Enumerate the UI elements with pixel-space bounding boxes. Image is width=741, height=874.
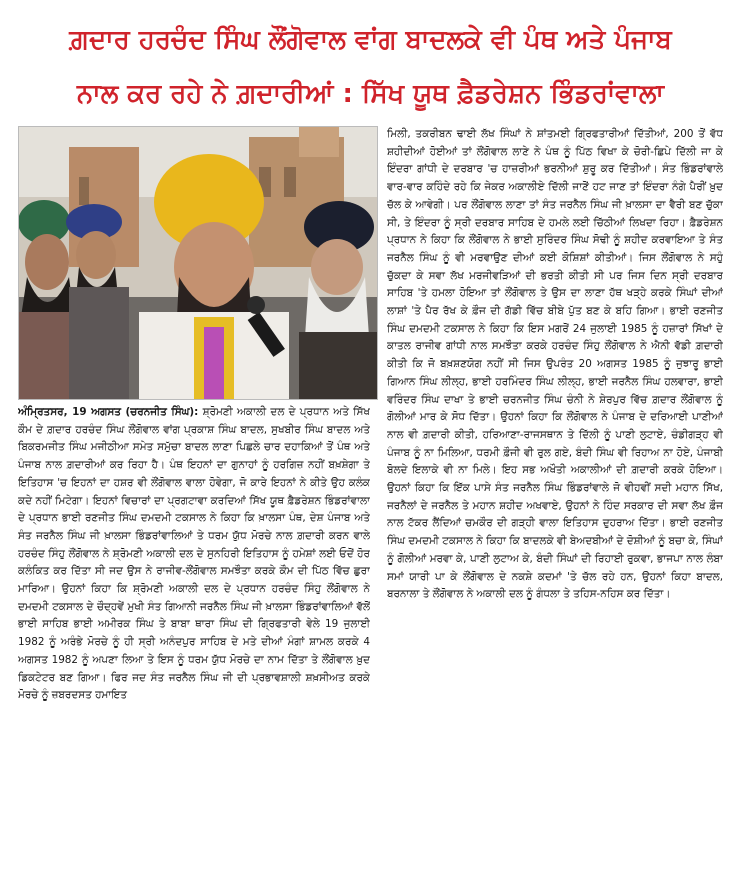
article-body-left: ਸ਼੍ਰੋਮਣੀ ਅਕਾਲੀ ਦਲ ਦੇ ਪ੍ਰਧਾਨ ਅਤੇ ਸਿੱਖ ਕੌਮ ਦੇ ਗ਼ਦਾਰ ਹਰਚੰਦ ਸਿੰਘ ਲੌਂਗੋਵਾਲ ਵਾਂਗ ਪ੍ਰਕਾਸ਼ ਸਿੰਘ ਬਾਦਲ, ਸੁਖਬੀਰ ਸਿੰਘ ਬਾਦਲ ਅਤੇ ਬਿਕਰਮਜੀਤ ਸਿੰਘ ਮਜੀਠੀਆ ਸਮੇਤ ਸਮੁੱਚਾ ਬਾਦਲ ਲਾਣਾ ਪਿਛਲੇ ਚਾਰ ਦਹਾਕਿਆਂ ਤੋਂ ਪੰਥ ਅਤੇ ਪੰਜਾਬ ਨਾਲ ਗ਼ਦਾਰੀਆਂ ਕਰ ਰਿਹਾ ਹੈ। ਪੰਥ ਇਹਨਾਂ ਦਾ ਗੁਨਾਹਾਂ ਨੂੰ ਹਰਗਿਜ਼ ਨਹੀਂ ਬਖ਼ਸ਼ੇਗਾ ਤੇ ਇਤਿਹਾਸ 'ਚ ਇਹਨਾਂ ਦਾ ਹਸ਼ਰ ਵੀ ਲੌਂਗੋਵਾਲ ਵਾਲਾ ਹੋਵੇਗਾ, ਜੋ ਕਾਰੇ ਇਹਨਾਂ ਨੇ ਕੀਤੇ ਉਹ ਕਲੰਕ ਕਦੇ ਨਹੀਂ ਮਿਟੇਗਾ। ਇਹਨਾਂ ਵਿਚਾਰਾਂ ਦਾ ਪ੍ਰਗਟਾਵਾ ਕਰਦਿਆਂ ਸਿੱਖ ਯੂਥ ਫ਼ੈਡਰੇਸ਼ਨ ਭਿੰਡਰਾਂਵਾਲਾ ਦੇ ਪ੍ਰਧਾਨ ਭਾਈ ਰਣਜੀਤ ਸਿੰਘ ਦਮਦਮੀ ਟਕਸਾਲ ਨੇ ਕਿਹਾ ਕਿ ਖ਼ਾਲਸਾ ਪੰਥ, ਦੇਸ਼ ਪੰਜਾਬ ਅਤੇ ਸੰਤ ਜਰਨੈਲ ਸਿੰਘ ਜੀ ਖ਼ਾਲਸਾ ਭਿੰਡਰਾਂਵਾਲਿਆਂ ਤੇ ਧਰਮ ਯੁੱਧ ਮੋਰਚੇ ਨਾਲ ਗ਼ਦਾਰੀ ਕਰਨ ਵਾਲੇ ਹਰਚੰਦ ਸਿੰਹੁ ਲੌਂਗੋਵਾਲ ਨੇ ਸ਼੍ਰੋਮਣੀ ਅਕਾਲੀ ਦਲ ਦੇ ਸੁਨਹਿਰੀ ਇਤਿਹਾਸ ਨੂੰ ਹਮੇਸ਼ਾਂ ਲਈ ਓਦੋਂ ਹੋਰ ਕਲੰਕਿਤ ਕਰ ਦਿੱਤਾ ਸੀ ਜਦ ਉਸ ਨੇ ਰਾਜੀਵ-ਲੌਂਗੋਵਾਲ ਸਮਝੌਤਾ ਕਰਕੇ ਕੌਮ ਦੀ ਪਿੱਠ ਵਿੱਚ ਛੁਰਾ ਮਾਰਿਆ। ਉਹਨਾਂ ਕਿਹਾ ਕਿ ਸ਼੍ਰੋਮਣੀ ਅਕਾਲੀ ਦਲ ਦੇ ਪ੍ਰਧਾਨ ਹਰਚੰਦ ਸਿੰਹੁ ਲੌਂਗੋਵਾਲ ਨੇ ਦਮਦਮੀ ਟਕਸਾਲ ਦੇ ਚੌਦ੍ਹਵੇਂ ਮੁਖੀ ਸੰਤ ਗਿਆਨੀ ਜਰਨੈਲ ਸਿੰਘ ਜੀ ਖ਼ਾਲਸਾ ਭਿੰਡਰਾਂਵਾਲਿਆਂ ਵੱਲੋਂ ਭਾਈ ਸਾਹਿਬ ਭਾਈ ਅਮੀਰਕ ਸਿੰਘ ਤੇ ਬਾਬਾ ਥਾਰਾ ਸਿੰਘ ਦੀ ਗ੍ਰਿਫਤਾਰੀ ਵੇਲੇ 19 ਜੁਲਾਈ 1982 ਨੂੰ ਅਰੰਭੇ ਮੋਰਚੇ ਨੂੰ ਹੀ ਸ੍ਰੀ ਅਨੰਦਪੁਰ ਸਾਹਿਬ ਦੇ ਮਤੇ ਦੀਆਂ ਮੰਗਾਂ ਸ਼ਾਮਲ ਕਰਕੇ 4 ਅਗਸਤ 1982 ਨੂੰ ਅਪਣਾ ਲਿਆ ਤੇ ਇਸ ਨੂੰ ਧਰਮ ਯੁੱਧ ਮੋਰਚੇ ਦਾ ਨਾਮ ਦਿੱਤਾ ਤੇ ਲੌਂਗੋਵਾਲ ਖ਼ੁਦ ਡਿਕਟੇਟਰ ਬਣ ਗਿਆ। ਫਿਰ ਜਦ ਸੰਤ ਜਰਨੈਲ ਸਿੰਘ ਜੀ ਦੀ ਪ੍ਰਭਾਵਸ਼ਾਲੀ ਸ਼ਖ਼ਸੀਅਤ ਕਰਕੇ ਮੋਰਚੇ ਨੂੰ ਜ਼ਬਰਦਸਤ ਹਮਾਇਤ	[18, 406, 370, 702]
article-column-right	[387, 126, 723, 861]
news-photo	[18, 126, 378, 400]
headline-line-2: ਨਾਲ ਕਰ ਰਹੇ ਨੇ ਗ਼ਦਾਰੀਆਂ : ਸਿੱਖ ਯੂਥ ਫ਼ੈਡਰੇਸ਼ਨ ਭਿੰਡਰਾਂਵਾਲਾ	[77, 79, 664, 109]
dateline: ਅੰਮ੍ਰਿਤਸਰ, 19 ਅਗਸਤ (ਚਰਨਜੀਤ ਸਿੰਘ):	[18, 406, 199, 418]
article-column-left	[18, 404, 370, 860]
article-body-right: ਮਿਲੀ, ਤਕਰੀਬਨ ਢਾਈ ਲੱਖ ਸਿੰਘਾਂ ਨੇ ਸ਼ਾਂਤਮਈ ਗ੍ਰਿਫਤਾਰੀਆਂ ਦਿੱਤੀਆਂ, 200 ਤੋਂ ਵੱਧ ਸ਼ਹੀਦੀਆਂ ਹੋਈਆਂ ਤਾਂ ਲੌਂਗੋਵਾਲ ਲਾਣੇ ਨੇ ਪੰਥ ਨੂੰ ਪਿੱਠ ਵਿਖਾ ਕੇ ਚੋਰੀ-ਛਿਪੇ ਦਿੱਲੀ ਜਾ ਕੇ ਇੰਦਰਾ ਗਾਂਧੀ ਦੇ ਦਰਬਾਰ 'ਚ ਹਾਜ਼ਰੀਆਂ ਭਰਨੀਆਂ ਸ਼ੁਰੂ ਕਰ ਦਿੱਤੀਆਂ। ਸੰਤ ਭਿੰਡਰਾਂਵਾਲੇ ਵਾਰ-ਵਾਰ ਕਹਿੰਦੇ ਰਹੇ ਕਿ ਜੇਕਰ ਅਕਾਲੀਏ ਦਿੱਲੀ ਜਾਣੋਂ ਹਟ ਜਾਣ ਤਾਂ ਇੰਦਰਾ ਨੰਗੇ ਪੈਰੀਂ ਖ਼ੁਦ ਚੱਲ ਕੇ ਆਵੇਗੀ। ਪਰ ਲੌਂਗੋਵਾਲ ਲਾਣਾ ਤਾਂ ਸੰਤ ਜਰਨੈਲ ਸਿੰਘ ਜੀ ਖ਼ਾਲਸਾ ਦਾ ਵੈਰੀ ਬਣ ਚੁੱਕਾ ਸੀ, ਤੇ ਇੰਦਰਾ ਨੂੰ ਸ੍ਰੀ ਦਰਬਾਰ ਸਾਹਿਬ ਦੇ ਹਮਲੇ ਲਈ ਚਿੱਠੀਆਂ ਲਿਖਦਾ ਰਿਹਾ। ਫ਼ੈਡਰੇਸ਼ਨ ਪ੍ਰਧਾਨ ਨੇ ਕਿਹਾ ਕਿ ਲੌਂਗੋਵਾਲ ਨੇ ਭਾਈ ਸੁਰਿੰਦਰ ਸਿੰਘ ਸੋਢੀ ਨੂੰ ਸ਼ਹੀਦ ਕਰਵਾਇਆ ਤੇ ਸੰਤ ਜਰਨੈਲ ਸਿੰਘ ਨੂੰ ਵੀ ਮਰਵਾਉਣ ਦੀਆਂ ਕਈ ਕੋਸ਼ਿਸ਼ਾਂ ਕੀਤੀਆਂ। ਜਿਸ ਲੌਂਗੋਵਾਲ ਨੇ ਸਹੁੰ ਚੁੱਕਦਾ ਕੇ ਸਵਾ ਲੱਖ ਮਰਜੀਵੜਿਆਂ ਦੀ ਭਰਤੀ ਕੀਤੀ ਸੀ ਪਰ ਜਿਸ ਦਿਨ ਸ੍ਰੀ ਦਰਬਾਰ ਸਾਹਿਬ 'ਤੇ ਹਮਲਾ ਹੋਇਆ ਤਾਂ ਲੌਂਗੋਵਾਲ ਤੇ ਉਸ ਦਾ ਲਾਣਾ ਹੱਥ ਖੜ੍ਹੇ ਕਰਕੇ ਸਿੰਘਾਂ ਦੀਆਂ ਲਾਸ਼ਾਂ 'ਤੇ ਪੈਰ ਰੱਖ ਕੇ ਫ਼ੌਜ ਦੀ ਗੱਡੀ ਵਿੱਚ ਬੀਬੇ ਪੁੱਤ ਬਣ ਕੇ ਬਹਿ ਗਿਆ। ਭਾਈ ਰਣਜੀਤ ਸਿੰਘ ਦਮਦਮੀ ਟਕਸਾਲ ਨੇ ਕਿਹਾ ਕਿ ਇਸ ਮਗਰੋਂ 24 ਜੁਲਾਈ 1985 ਨੂੰ ਹਜ਼ਾਰਾਂ ਸਿੱਖਾਂ ਦੇ ਕਾਤਲ ਰਾਜੀਵ ਗਾਂਧੀ ਨਾਲ ਸਮਝੌਤਾ ਕਰਕੇ ਹਰਚੰਦ ਸਿੰਹੁ ਲੌਂਗੋਵਾਲ ਨੇ ਐਨੀ ਵੱਡੀ ਗ਼ਦਾਰੀ ਕੀਤੀ ਕਿ ਜੋ ਬਖ਼ਸ਼ਣਯੋਗ ਨਹੀਂ ਸੀ ਜਿਸ ਉਪਰੰਤ 20 ਅਗਸਤ 1985 ਨੂੰ ਜੁਝਾਰੂ ਭਾਈ ਗਿਆਨ ਸਿੰਘ ਲੀਲ੍ਹ, ਭਾਈ ਹਰਮਿੰਦਰ ਸਿੰਘ ਲੀਲ੍ਹ, ਭਾਈ ਜਰਨੈਲ ਸਿੰਘ ਹਲਵਾਰਾ, ਭਾਈ ਵਰਿੰਦਰ ਸਿੰਘ ਦਾਖਾ ਤੇ ਭਾਈ ਚਰਨਜੀਤ ਸਿੰਘ ਚੰਨੀ ਨੇ ਸ਼ੇਰਪੁਰ ਵਿੱਚ ਗ਼ਦਾਰ ਲੌਂਗੋਵਾਲ ਨੂੰ ਗੋਲੀਆਂ ਮਾਰ ਕੇ ਸੋਧ ਦਿੱਤਾ। ਉਹਨਾਂ ਕਿਹਾ ਕਿ ਲੌਂਗੋਵਾਲ ਨੇ ਪੰਜਾਬ ਦੇ ਦਰਿਆਈ ਪਾਣੀਆਂ ਨਾਲ ਵੀ ਗ਼ਦਾਰੀ ਕੀਤੀ, ਹਰਿਆਣਾ-ਰਾਜਸਥਾਨ ਤੇ ਦਿੱਲੀ ਨੂੰ ਪਾਣੀ ਲੁਟਾਏ, ਚੰਡੀਗੜ੍ਹ ਵੀ ਪੰਜਾਬ ਨੂੰ ਨਾ ਮਿਲਿਆ, ਧਰਮੀ ਫ਼ੌਜੀ ਵੀ ਰੁਲ ਗਏ, ਬੰਦੀ ਸਿੰਘ ਵੀ ਰਿਹਾਅ ਨਾ ਹੋਏ, ਪੰਜਾਬੀ ਬੋਲਦੇ ਇਲਾਕੇ ਵੀ ਨਾ ਮਿਲੇ। ਇਹ ਸਭ ਅਖੌਤੀ ਅਕਾਲੀਆਂ ਦੀ ਗ਼ਦਾਰੀ ਕਰਕੇ ਹੋਇਆ। ਉਹਨਾਂ ਕਿਹਾ ਕਿ ਇੱਕ ਪਾਸੇ ਸੰਤ ਜਰਨੈਲ ਸਿੰਘ ਭਿੰਡਰਾਂਵਾਲੇ ਜੋ ਵੀਹਵੀਂ ਸਦੀ ਮਹਾਨ ਸਿੱਖ, ਜਰਨੈਲਾਂ ਦੇ ਜਰਨੈਲ ਤੇ ਮਹਾਨ ਸ਼ਹੀਦ ਅਖਵਾਏ, ਉਹਨਾਂ ਨੇ ਹਿੰਦ ਸਰਕਾਰ ਦੀ ਸਵਾ ਲੱਖ ਫ਼ੌਜ ਨਾਲ ਟੱਕਰ ਲੈਂਦਿਆਂ ਚਮਕੌਰ ਦੀ ਗੜ੍ਹੀ ਵਾਲਾ ਇਤਿਹਾਸ ਦੁਹਰਾਅ ਦਿੱਤਾ। ਭਾਈ ਰਣਜੀਤ ਸਿੰਘ ਦਮਦਮੀ ਟਕਸਾਲ ਨੇ ਕਿਹਾ ਕਿ ਬਾਦਲਕੇ ਵੀ ਬੇਅਦਬੀਆਂ ਦੇ ਦੋਸ਼ੀਆਂ ਨੂੰ ਬਚਾ ਕੇ, ਸਿੰਘਾਂ ਨੂੰ ਗੋਲੀਆਂ ਮਰਵਾ ਕੇ, ਪਾਣੀ ਲੁਟਾਅ ਕੇ, ਬੰਦੀ ਸਿੰਘਾਂ ਦੀ ਰਿਹਾਈ ਰੁਕਵਾ, ਭਾਜਪਾ ਨਾਲ ਲੰਬਾ ਸਮਾਂ ਯਾਰੀ ਪਾ ਕੇ ਲੌਂਗੋਵਾਲ ਦੇ ਨਕਸ਼ੇ ਕਦਮਾਂ 'ਤੇ ਚੱਲ ਰਹੇ ਹਨ, ਉਹਨਾਂ ਕਿਹਾ ਬਾਦਲ, ਬਰਨਾਲਾ ਤੇ ਲੌਂਗੋਵਾਲ ਨੇ ਅਕਾਲੀ ਦਲ ਨੂੰ ਗੰਧਲਾ ਤੇ ਤਹਿਸ-ਨਹਿਸ ਕਰ ਦਿੱਤਾ।	[387, 128, 723, 601]
headline-line-1: ਗ਼ਦਾਰ ਹਰਚੰਦ ਸਿੰਘ ਲੌਂਗੋਵਾਲ ਵਾਂਗ ਬਾਦਲਕੇ ਵੀ ਪੰਥ ਅਤੇ ਪੰਜਾਬ	[69, 25, 672, 55]
headline	[0, 0, 741, 126]
